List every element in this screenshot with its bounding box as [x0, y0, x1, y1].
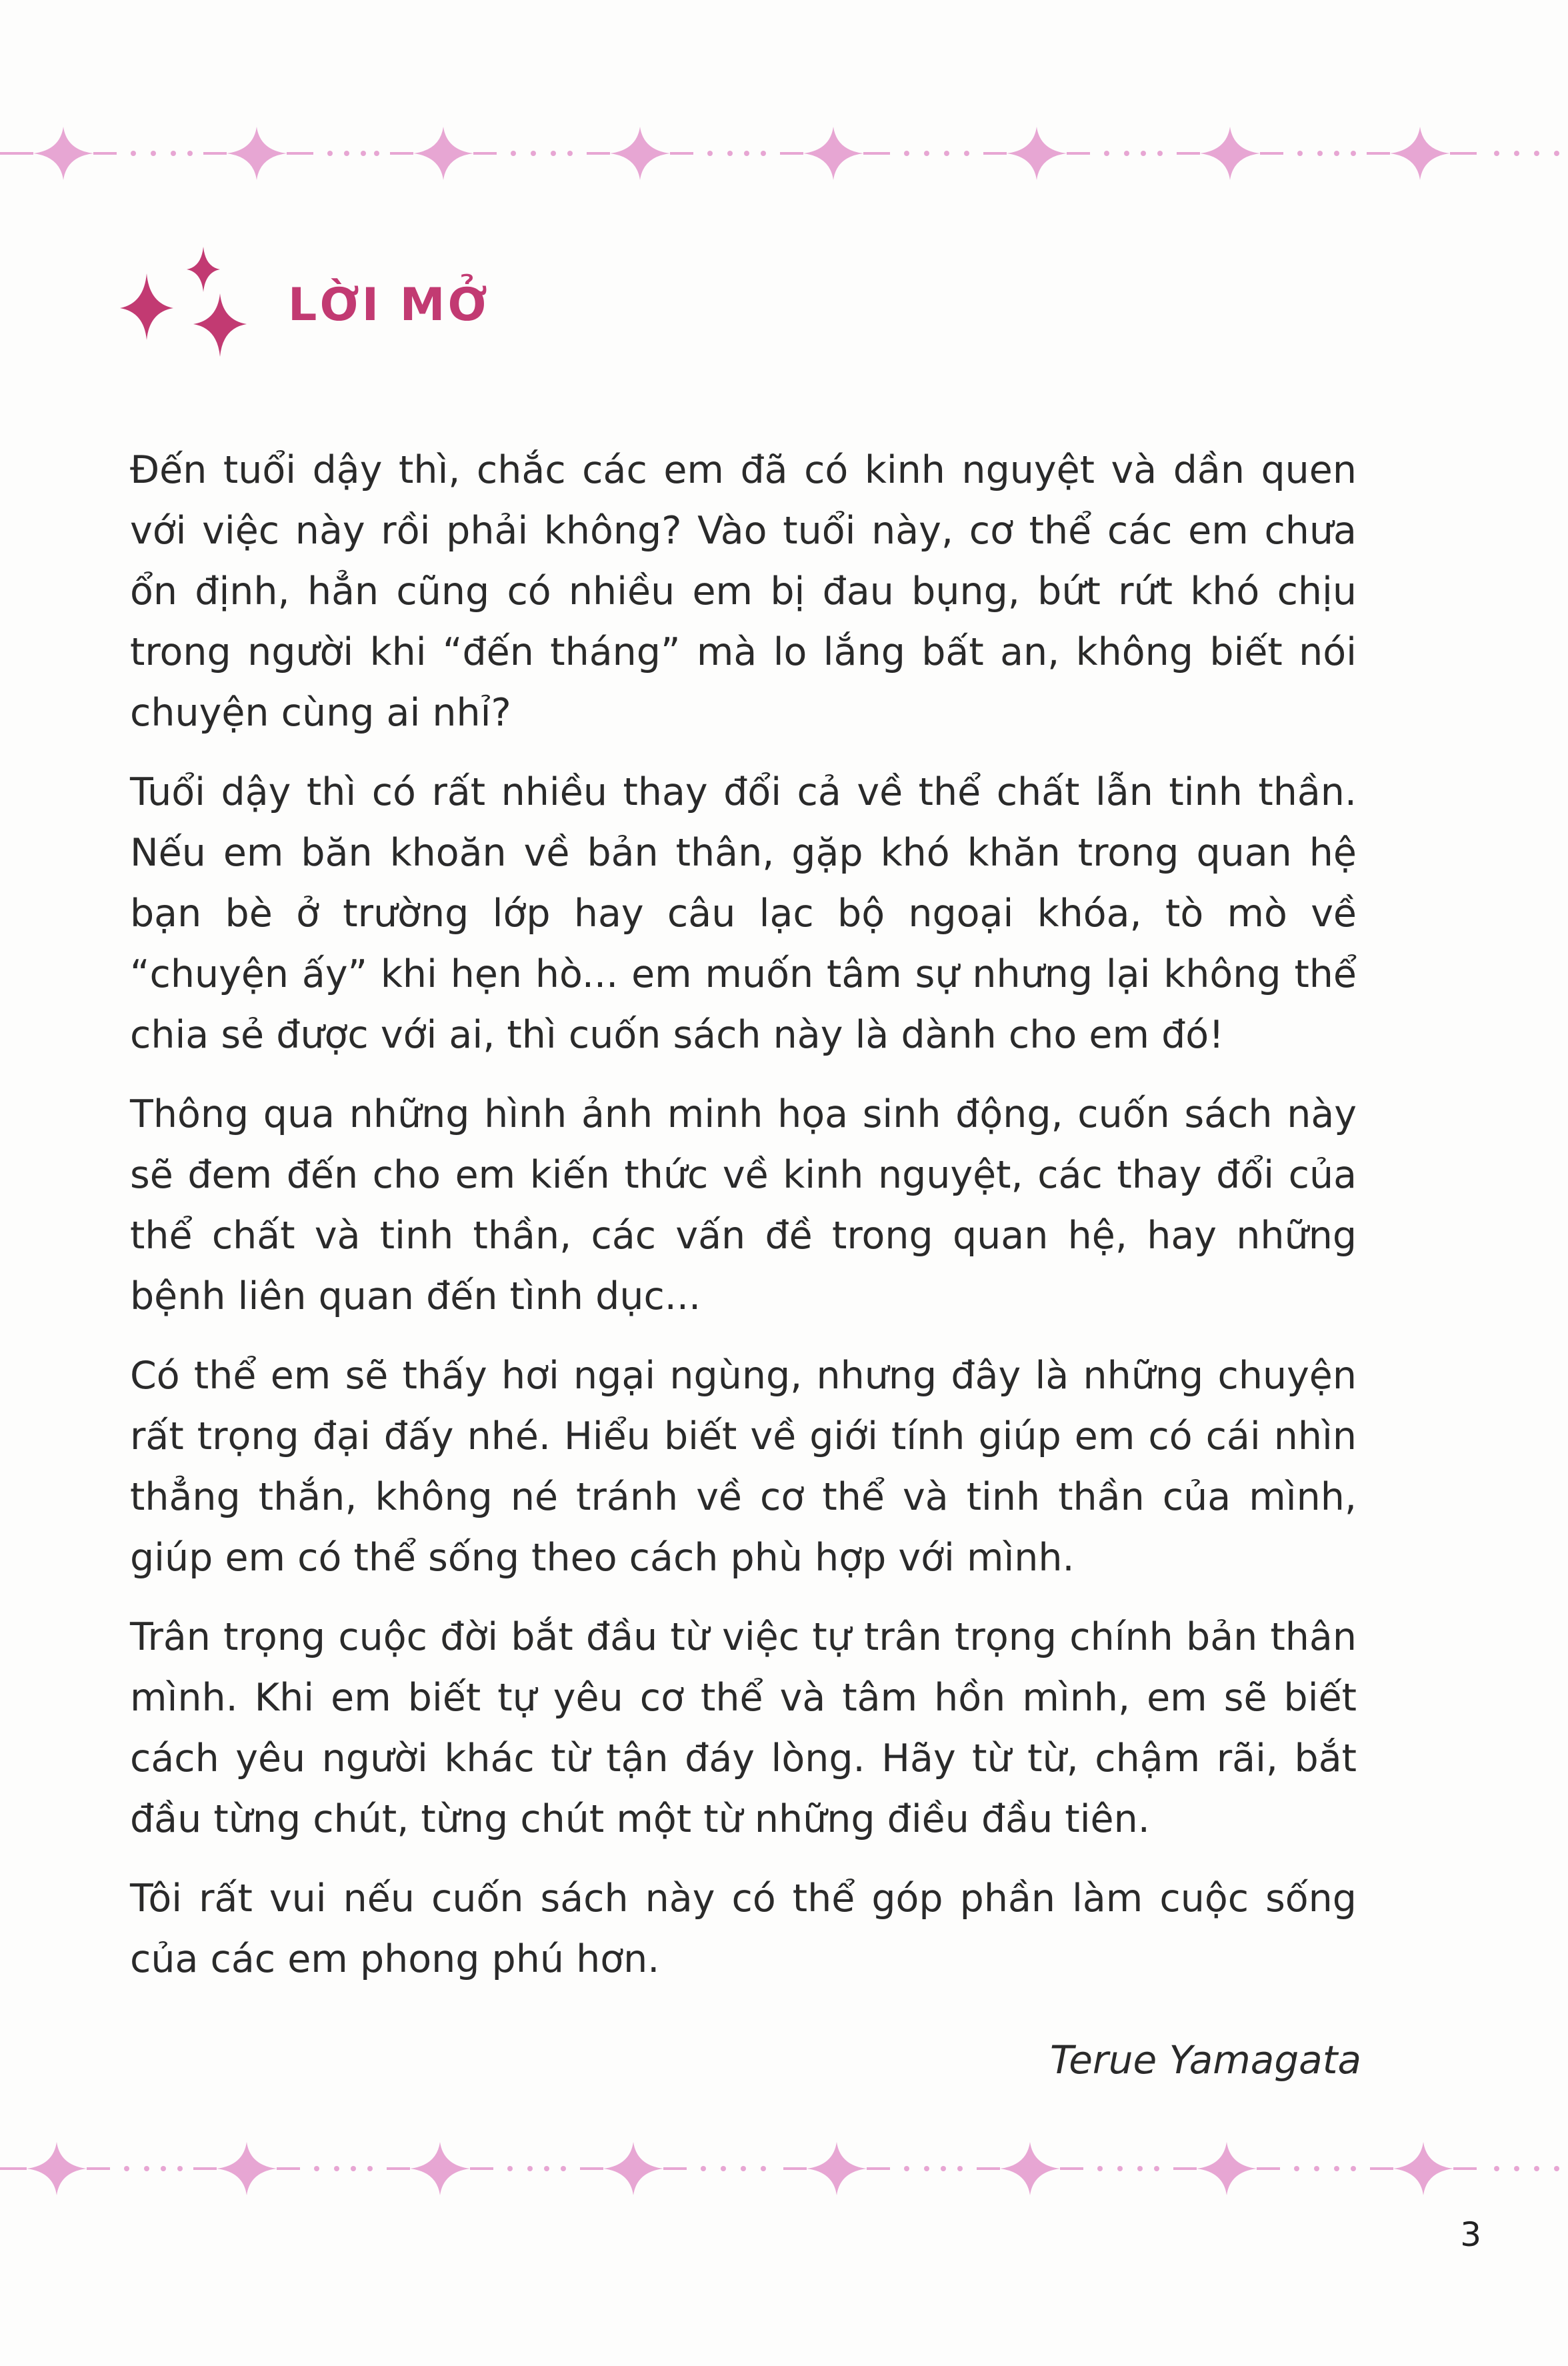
sparkle-icon — [413, 127, 473, 180]
page-title: LỜI MỞ — [288, 279, 490, 331]
paragraph-5: Trân trọng cuộc đời bắt đầu từ việc tự trân trọng chính bản thân mình. Khi em biết tự yêu cơ thể và tâm hồn mình, em sẽ biết cách yêu người khác từ tận đáy lòng. Hãy từ từ, chậm rãi, bắt đầu từng chút, từng chút một từ những điều đầu tiên. — [130, 1615, 1357, 1841]
sparkle-icon — [1197, 2142, 1257, 2195]
sparkle-icon — [33, 127, 93, 180]
top-sparkle-border — [0, 113, 1568, 193]
body-text — [130, 440, 1357, 2009]
author-signature: Terue Yamagata — [1049, 2037, 1361, 2083]
sparkle-icon — [27, 2142, 87, 2195]
sparkle-icon — [610, 127, 670, 180]
sparkle-stars-icon — [120, 247, 253, 367]
sparkle-icon — [410, 2142, 470, 2195]
paragraph-3: Thông qua những hình ảnh minh họa sinh động, cuốn sách này sẽ đem đến cho em kiến thức về kinh nguyệt, các thay đổi của thể chất và tinh thần, các vấn đề trong quan hệ, hay những bệnh liên quan đến tình dục... — [130, 1092, 1357, 1318]
sparkle-icon — [603, 2142, 663, 2195]
sparkle-icon — [1000, 2142, 1060, 2195]
sparkle-icon — [803, 127, 863, 180]
sparkle-icon — [1007, 127, 1067, 180]
paragraph-6: Tôi rất vui nếu cuốn sách này có thể góp phần làm cuộc sống của các em phong phú hơn. — [130, 1877, 1357, 1981]
paragraph-2: Tuổi dậy thì có rất nhiều thay đổi cả về thể chất lẫn tinh thần. Nếu em băn khoăn về bản thân, gặp khó khăn trong quan hệ bạn bè ở trường lớp hay câu lạc bộ ngoại khóa, tò mò về “chuyện ấy” khi hẹn hò... em muốn tâm sự nhưng lại không thể chia sẻ được với ai, thì cuốn sách này là dành cho em đó! — [130, 770, 1357, 1057]
page-number: 3 — [1460, 2215, 1481, 2254]
sparkle-icon — [217, 2142, 277, 2195]
sparkle-icon — [807, 2142, 867, 2195]
bottom-sparkle-border — [0, 2129, 1568, 2209]
sparkle-icon — [1390, 127, 1450, 180]
paragraph-1: Đến tuổi dậy thì, chắc các em đã có kinh nguyệt và dần quen với việc này rồi phải không? Vào tuổi này, cơ thể các em chưa ổn định, hẳn cũng có nhiều em bị đau bụng, bứt rứt khó chịu trong người khi “đến tháng” mà lo lắng bất an, không biết nói chuyện cùng ai nhỉ? — [130, 448, 1357, 735]
sparkle-icon — [227, 127, 287, 180]
section-heading — [120, 247, 720, 367]
sparkle-icon — [1393, 2142, 1453, 2195]
sparkle-icon — [1200, 127, 1260, 180]
paragraph-4: Có thể em sẽ thấy hơi ngại ngùng, nhưng đây là những chuyện rất trọng đại đấy nhé. Hiểu biết về giới tính giúp em có cái nhìn thẳng thắn, không né tránh về cơ thể và tinh thần của mình, giúp em có thể sống theo cách phù hợp với mình. — [130, 1354, 1357, 1580]
